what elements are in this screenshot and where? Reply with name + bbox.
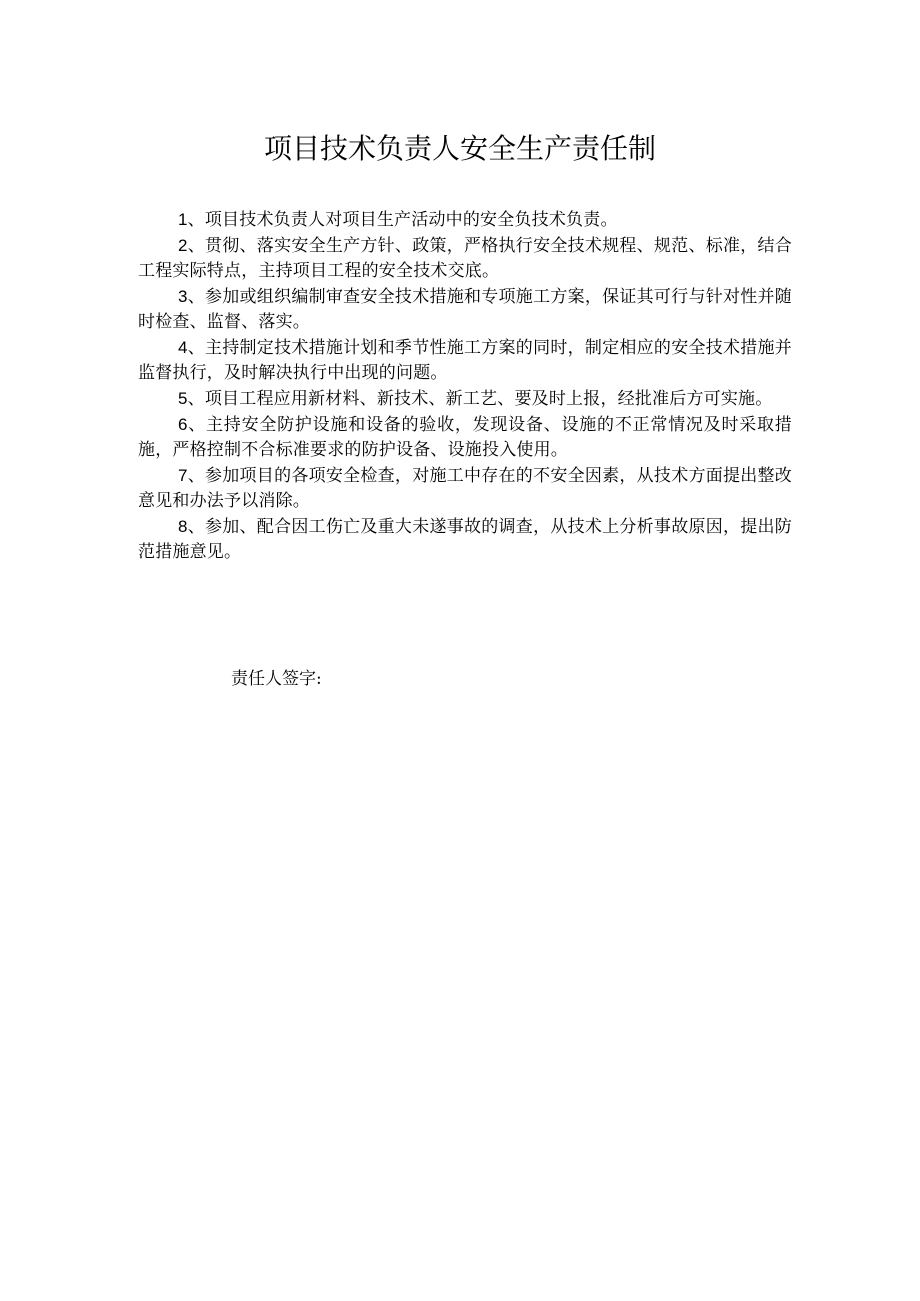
clause-number: 6 bbox=[178, 415, 188, 434]
clause-separator: 、 bbox=[187, 389, 205, 409]
clause-text: 参加或组织编制审查安全技术措施和专项施工方案，保证其可行与针对性并随时检查、监督、落实。 bbox=[138, 287, 792, 332]
clause-number: 7 bbox=[178, 466, 188, 485]
clause-4 bbox=[138, 335, 792, 386]
clause-number: 3 bbox=[178, 287, 188, 306]
clause-2 bbox=[138, 233, 792, 284]
clause-text: 项目技术负责人对项目生产活动中的安全负技术负责。 bbox=[204, 210, 618, 230]
clause-text: 主持安全防护设施和设备的验收，发现设备、设施的不正常情况及时采取措施，严格控制不合标准要求的防护设备、设施投入使用。 bbox=[138, 415, 792, 460]
clause-5 bbox=[138, 386, 792, 412]
document-title: 项目技术负责人安全生产责任制 bbox=[263, 132, 656, 165]
clause-1 bbox=[138, 207, 792, 233]
clause-text: 参加项目的各项安全检查，对施工中存在的不安全因素，从技术方面提出整改意见和办法予以消除。 bbox=[138, 466, 792, 511]
clause-text: 贯彻、落实安全生产方针、政策，严格执行安全技术规程、规范、标准，结合工程实际特点，主持项目工程的安全技术交底。 bbox=[138, 236, 792, 281]
signature-label: 责任人签字: bbox=[231, 669, 322, 689]
clause-number: 1 bbox=[178, 210, 188, 229]
clause-number: 2 bbox=[178, 236, 188, 255]
clause-number: 4 bbox=[178, 338, 188, 357]
clause-separator: 、 bbox=[187, 415, 207, 435]
clause-separator: 、 bbox=[187, 236, 205, 256]
clause-separator: 、 bbox=[187, 466, 205, 486]
clause-8 bbox=[138, 514, 792, 565]
clause-separator: 、 bbox=[187, 338, 205, 358]
clause-number: 8 bbox=[178, 517, 188, 536]
clause-separator: 、 bbox=[187, 287, 205, 307]
clause-number: 5 bbox=[178, 389, 188, 408]
clause-text: 项目工程应用新材料、新技术、新工艺、要及时上报，经批准后方可实施。 bbox=[204, 389, 773, 409]
clause-list bbox=[138, 207, 792, 565]
clause-text: 主持制定技术措施计划和季节性施工方案的同时，制定相应的安全技术措施并监督执行，及时解决执行中出现的问题。 bbox=[138, 338, 792, 383]
clause-separator: 、 bbox=[187, 517, 205, 537]
clause-7 bbox=[138, 463, 792, 514]
clause-6 bbox=[138, 412, 792, 463]
clause-3 bbox=[138, 284, 792, 335]
clause-separator: 、 bbox=[187, 210, 205, 230]
clause-text: 参加、配合因工伤亡及重大未遂事故的调查，从技术上分析事故原因，提出防范措施意见。 bbox=[138, 517, 792, 562]
